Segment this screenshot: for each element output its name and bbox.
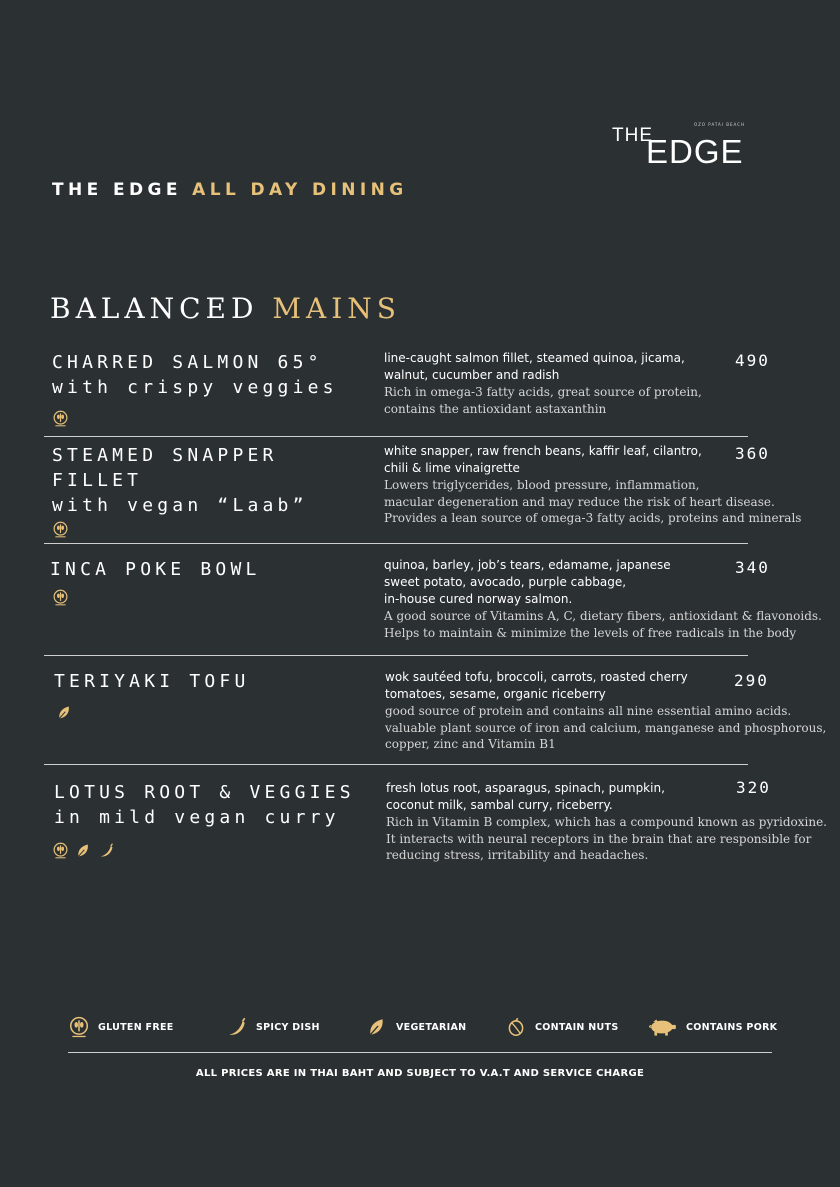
item-benefits-line: good source of protein and contains all nine essential amino acids. [385, 704, 792, 718]
item-benefits-line: Provides a lean source of omega-3 fatty acids, proteins and minerals [384, 511, 802, 525]
item-benefits-line: Lowers triglycerides, blood pressure, inflammation, [384, 478, 700, 492]
item-name-line: in mild vegan curry [54, 807, 340, 828]
spicy-icon [226, 1016, 248, 1038]
item-price: 320 [736, 778, 771, 797]
header-title-part1: THE EDGE [52, 180, 193, 200]
vegetarian-icon [56, 704, 73, 721]
legend-label: CONTAINS PORK [686, 1021, 778, 1033]
item-icons [52, 410, 69, 427]
logo-edge: EDGE [646, 133, 744, 170]
item-benefits-line: Helps to maintain & minimize the levels of free radicals in the body [384, 625, 797, 640]
item-benefits-line: copper, zinc and Vitamin B1 [385, 737, 556, 751]
spicy-icon [98, 842, 115, 859]
item-price: 290 [734, 671, 769, 690]
legend-label: VEGETARIAN [396, 1021, 467, 1033]
item-name-line: INCA POKE BOWL [50, 559, 261, 580]
item-icons [52, 842, 115, 859]
item-ingredients-line: tomatoes, sesame, organic riceberry [385, 687, 606, 701]
item-name-line: with vegan “Laab” [52, 495, 308, 516]
legend-item [226, 1016, 320, 1038]
gluten-free-icon [68, 1016, 90, 1038]
item-ingredients-line: wok sautéed tofu, broccoli, carrots, roasted cherry [385, 670, 688, 684]
pork-icon [648, 1016, 678, 1038]
header-title-part2: ALL DAY DINING [192, 180, 408, 200]
item-ingredients-line: coconut milk, sambal curry, riceberry. [386, 798, 613, 812]
legend-label: GLUTEN FREE [98, 1021, 174, 1033]
item-divider [44, 543, 748, 544]
logo-tagline: OZO PATAI BEACH [694, 122, 745, 127]
item-price: 360 [735, 444, 770, 463]
item-divider [44, 436, 748, 437]
item-ingredients-line: white snapper, raw french beans, kaffir leaf, cilantro, [384, 444, 702, 458]
legend-item [648, 1016, 777, 1038]
item-name [50, 557, 261, 582]
item-benefits-line: valuable plant source of iron and calcium, manganese and phosphorous, [385, 720, 827, 735]
item-benefits-line: It interacts with neural receptors in the brain that are responsible for [386, 831, 812, 846]
page-header [52, 180, 408, 200]
item-name [52, 350, 338, 400]
item-name-line: with crispy veggies [52, 377, 338, 398]
gluten-free-icon [52, 521, 69, 538]
vegetarian-icon [75, 842, 92, 859]
item-name-line: FILLET [52, 470, 143, 491]
item-price: 340 [735, 558, 770, 577]
item-icons [56, 704, 73, 721]
section-title [50, 292, 401, 325]
item-description [384, 350, 724, 417]
item-ingredients-line: chili & lime vinaigrette [384, 461, 520, 475]
item-name-line: LOTUS ROOT & VEGGIES [54, 782, 355, 803]
item-ingredients-line: walnut, cucumber and radish [384, 368, 560, 382]
item-icons [52, 589, 69, 606]
item-name-line: CHARRED SALMON 65° [52, 352, 323, 373]
brand-logo [612, 122, 752, 174]
item-benefits-line: reducing stress, irritability and headaches. [386, 848, 649, 862]
item-price: 490 [735, 351, 770, 370]
item-benefits-line: Rich in Vitamin B complex, which has a compound known as pyridoxine. [386, 815, 827, 829]
dietary-legend [68, 1016, 778, 1040]
item-name-line: STEAMED SNAPPER [52, 445, 278, 466]
logo-the: THE [612, 125, 653, 146]
legend-item [505, 1016, 618, 1038]
gluten-free-icon [52, 410, 69, 427]
vegetarian-icon [366, 1016, 388, 1038]
legend-divider [68, 1052, 772, 1053]
legend-item [366, 1016, 466, 1038]
item-ingredients-line: line-caught salmon fillet, steamed quinoa, jicama, [384, 351, 685, 365]
item-benefits-line: Rich in omega-3 fatty acids, great source of protein, [384, 385, 702, 399]
gluten-free-icon [52, 842, 69, 859]
item-name-line: TERIYAKI TOFU [54, 671, 250, 692]
item-benefits-line: A good source of Vitamins A, C, dietary fibers, antioxidant & flavonoids. [384, 609, 822, 623]
item-name [54, 780, 355, 830]
legend-item [68, 1016, 174, 1038]
gluten-free-icon [52, 589, 69, 606]
item-name [54, 669, 249, 694]
item-name [52, 443, 308, 518]
item-divider [44, 655, 748, 656]
section-title-part1: BALANCED [50, 292, 273, 325]
legend-label: CONTAIN NUTS [535, 1021, 619, 1033]
item-benefits-line: contains the antioxidant astaxanthin [384, 401, 607, 416]
item-ingredients-line: fresh lotus root, asparagus, spinach, pumpkin, [386, 781, 665, 795]
legend-label: SPICY DISH [256, 1021, 320, 1033]
item-benefits-line: macular degeneration and may reduce the risk of heart disease. [384, 494, 775, 509]
price-disclaimer: ALL PRICES ARE IN THAI BAHT AND SUBJECT TO V.A.T AND SERVICE CHARGE [195, 1068, 645, 1079]
nuts-icon [505, 1016, 527, 1038]
item-icons [52, 521, 69, 538]
section-title-part2: MAINS [272, 292, 401, 325]
item-divider [44, 764, 748, 765]
item-ingredients-line: sweet potato, avocado, purple cabbage, [384, 575, 627, 589]
item-ingredients-line: quinoa, barley, job’s tears, edamame, japanese [384, 558, 671, 572]
item-ingredients-line: in-house cured norway salmon. [384, 592, 573, 606]
